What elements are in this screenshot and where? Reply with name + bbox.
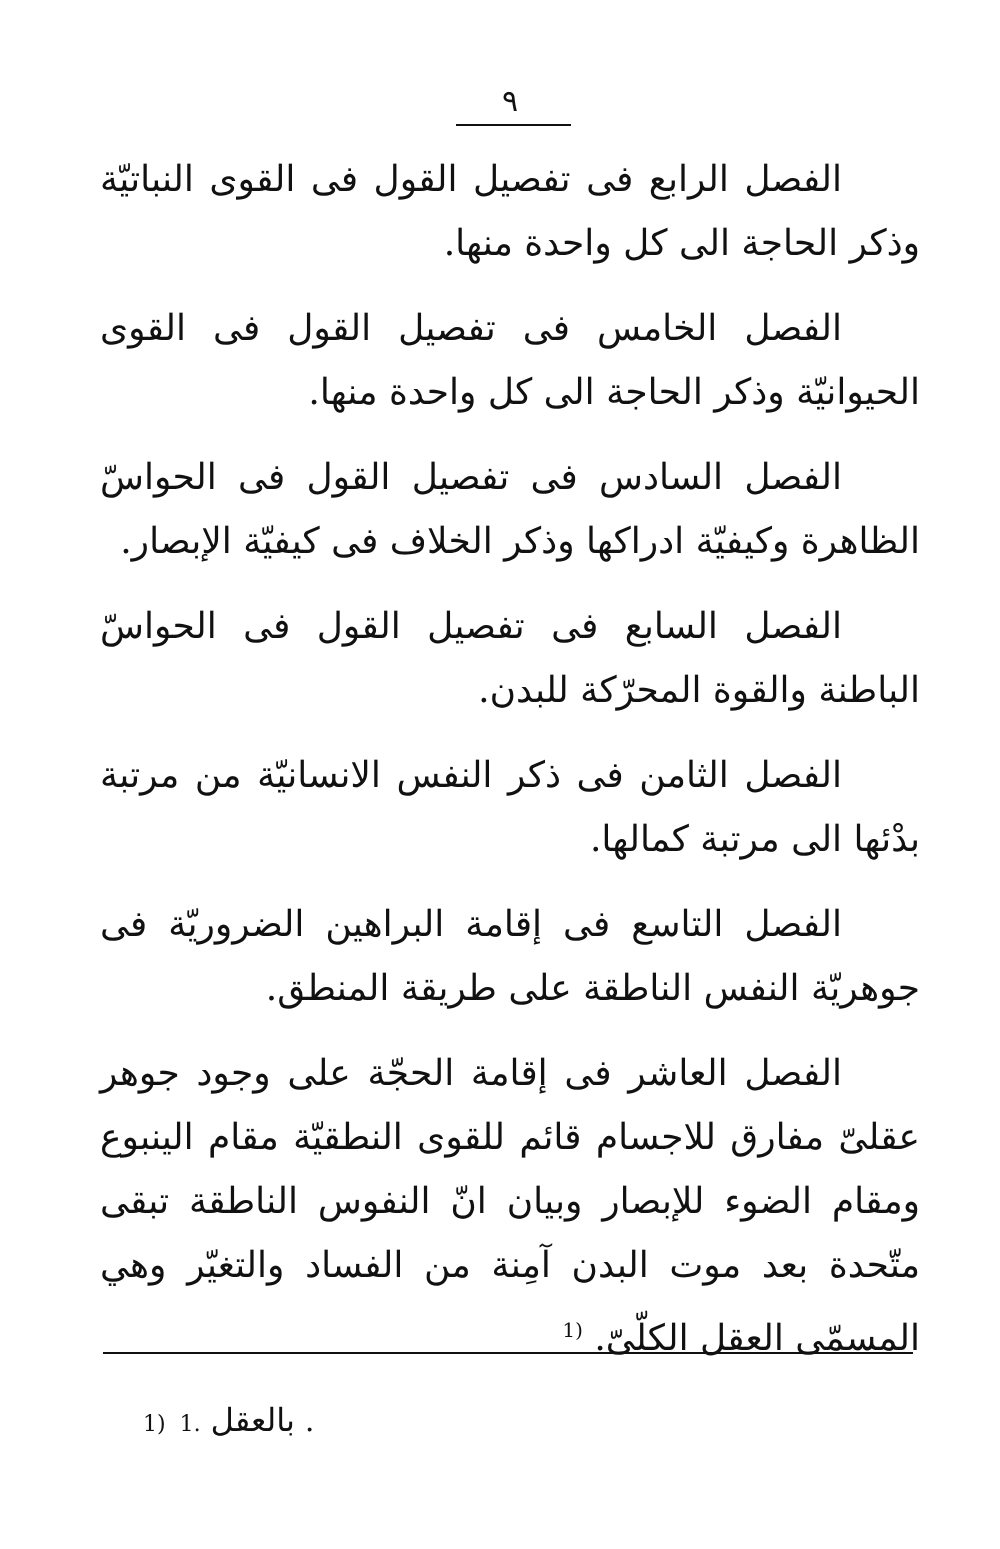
chapter-4-paragraph: الفصل الرابع فى تفصيل القول فى القوى النباتيّة وذكر الحاجة الى كل واحدة منها. xyxy=(100,159,920,264)
footnote-rule xyxy=(103,1352,913,1354)
footnote-text: بالعقل xyxy=(210,1401,295,1439)
header-rule xyxy=(456,124,571,126)
chapter-10-text: الفصل العاشر فى إقامة الحجّة على وجود جوهر عقلىّ مفارق للاجسام قائم للقوى النطقيّة مقام الينبوع ومقام الضوء للإبصار وبيان انّ النفوس الناطقة تبقى متّحدة بعد موت البدن آمِنة من الفساد والتغيّر وهي المسمّى العقل الكلّىّ. xyxy=(100,1053,920,1359)
footnote-marker: 1) xyxy=(143,1412,166,1437)
chapter-9-paragraph: الفصل التاسع فى إقامة البراهين الضروريّة فى جوهريّة النفس الناطقة على طريقة المنطق. xyxy=(100,904,920,1009)
chapter-list xyxy=(100,148,920,1392)
footnote-line-ref: 1. xyxy=(179,1412,201,1437)
chapter-7-paragraph: الفصل السابع فى تفصيل القول فى الحواسّ الباطنة والقوة المحرّكة للبدن. xyxy=(100,606,920,711)
chapter-10-paragraph xyxy=(100,1042,920,1371)
footnote-trail: . xyxy=(304,1404,315,1439)
page-number: ٩ xyxy=(501,84,519,119)
chapter-6-paragraph: الفصل السادس فى تفصيل القول فى الحواسّ الظاهرة وكيفيّة ادراكها وذكر الخلاف فى كيفيّة الإبصار. xyxy=(100,457,920,562)
footnote-reference: (1 xyxy=(562,1318,583,1342)
chapter-8-paragraph: الفصل الثامن فى ذكر النفس الانسانيّة من مرتبة بدْئها الى مرتبة كمالها. xyxy=(100,755,920,860)
chapter-5-paragraph: الفصل الخامس فى تفصيل القول فى القوى الحيوانيّة وذكر الحاجة الى كل واحدة منها. xyxy=(100,308,920,413)
footnote xyxy=(143,1400,314,1445)
